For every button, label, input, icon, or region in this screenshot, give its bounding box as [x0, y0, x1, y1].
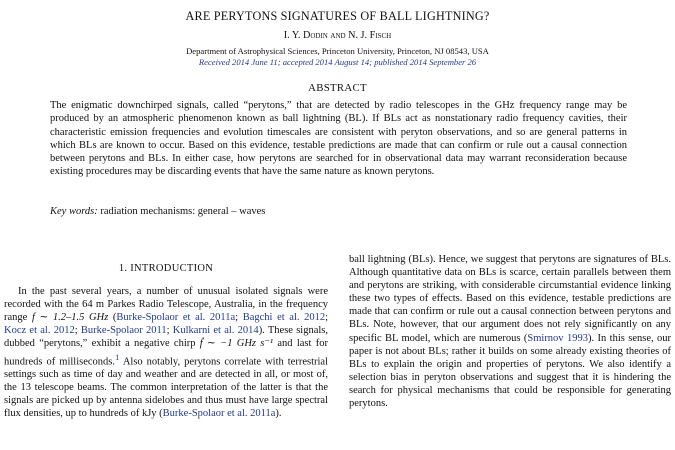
citation-link[interactable]: Smirnov 1993	[527, 332, 588, 344]
citation-separator: ;	[166, 325, 173, 337]
section-heading-introduction: 1. INTRODUCTION	[118, 263, 214, 274]
intro-paragraph	[4, 285, 328, 420]
keywords-label: Key words:	[50, 206, 98, 217]
citation-link[interactable]: Kulkarni et al. 2014	[172, 325, 259, 337]
publication-dates: Received 2014 June 11; accepted 2014 August 14; published 2014 September 26	[198, 57, 477, 67]
left-column	[4, 262, 328, 421]
citation-separator: ;	[325, 312, 329, 324]
citation-link[interactable]: Burke-Spolaor et al. 2011a	[116, 312, 236, 324]
affiliation: Department of Astrophysical Sciences, Princeton University, Princeton, NJ 08543, USA	[186, 46, 489, 56]
body-text: ). In this sense, our paper is not about BLs; rather it builds on some already existing theories of BLs to explain the origin and properties of perytons. We also identify a selection bias in peryton observations and suggest that it is hindering the search for physical mechanisms that could be responsible for generating perytons.	[349, 332, 672, 410]
body-text: ball lightning (BLs). Hence, we suggest that perytons are signatures of BLs. Although quantitative data on BLs is scarce, certain parallels between them and perytons are striking, with considerable circumstantial evidence linking these two types of effects. Based on this evidence, testable predictions are made that can confirm or rule out a causal connection between perytons and BLs. Note, however, that our argument does not rely significantly on any specific BL model, which are numerous (	[349, 254, 671, 344]
abstract-heading: ABSTRACT	[308, 82, 367, 94]
citation-link[interactable]: Bagchi et al. 2012	[242, 312, 326, 324]
authors: I. Y. Dodin and N. J. Fisch	[283, 30, 392, 41]
footnote-link[interactable]: 1	[115, 351, 120, 362]
right-column	[349, 253, 671, 410]
citation-link[interactable]: Kocz et al. 2012	[4, 325, 75, 337]
keywords-text: radiation mechanisms: general – waves	[100, 206, 266, 217]
intro-text: ).	[275, 408, 282, 420]
abstract-text: The enigmatic downchirped signals, called “perytons,” that are detected by radio telescopes in the GHz frequency range may be produced by an atmospheric phenomenon known as ball lightning (BL). If BLs act as nonstationary radio frequency cavities, their characteristic emission frequencies and evolution timescales are consistent with peryton observations, and so are general patterns in which BLs are known to occur. Based on this evidence, testable predictions are made that can confirm or rule out a causal connection between perytons and BLs. In either case, how perytons are searched for in observational data may warrant reconsideration because existing procedures may be discarding events that have the same nature as known perytons.	[50, 100, 627, 178]
citation-link[interactable]: Burke-Spolaor 2011	[80, 325, 167, 337]
intro-text: ). These signals, dubbed “perytons,” exhibit a negative chirp	[4, 325, 329, 350]
paper-title: ARE PERYTONS SIGNATURES OF BALL LIGHTNING?	[185, 9, 490, 23]
intro-text: In the past several years, a number of unusual isolated signals were recorded with the 64 m Parkes Radio Telescope, Australia, in the frequency range	[4, 286, 328, 324]
chirp-rate: ḟ ∼ −1 GHz s⁻¹	[199, 338, 274, 350]
frequency-range: f ∼ 1.2–1.5 GHz	[31, 312, 109, 324]
intro-text: Also notably, perytons correlate with terrestrial settings such as time of day and weather and are detected in all, or most of, the 13 telescope beams. The common interpretation of the latter is that the signals are picked up by antenna sidelobes and thus must have large spectral flux densities, up to hundreds of kJy (	[4, 356, 328, 420]
intro-text: (	[108, 312, 117, 324]
intro-text: and last for hundreds of milliseconds.	[4, 338, 328, 368]
citation-link[interactable]: Burke-Spolaor et al. 2011a	[162, 408, 276, 420]
right-column-paragraph	[349, 253, 671, 410]
keywords	[50, 206, 265, 217]
citation-separator: ;	[74, 325, 81, 337]
citation-separator: ;	[235, 312, 243, 324]
